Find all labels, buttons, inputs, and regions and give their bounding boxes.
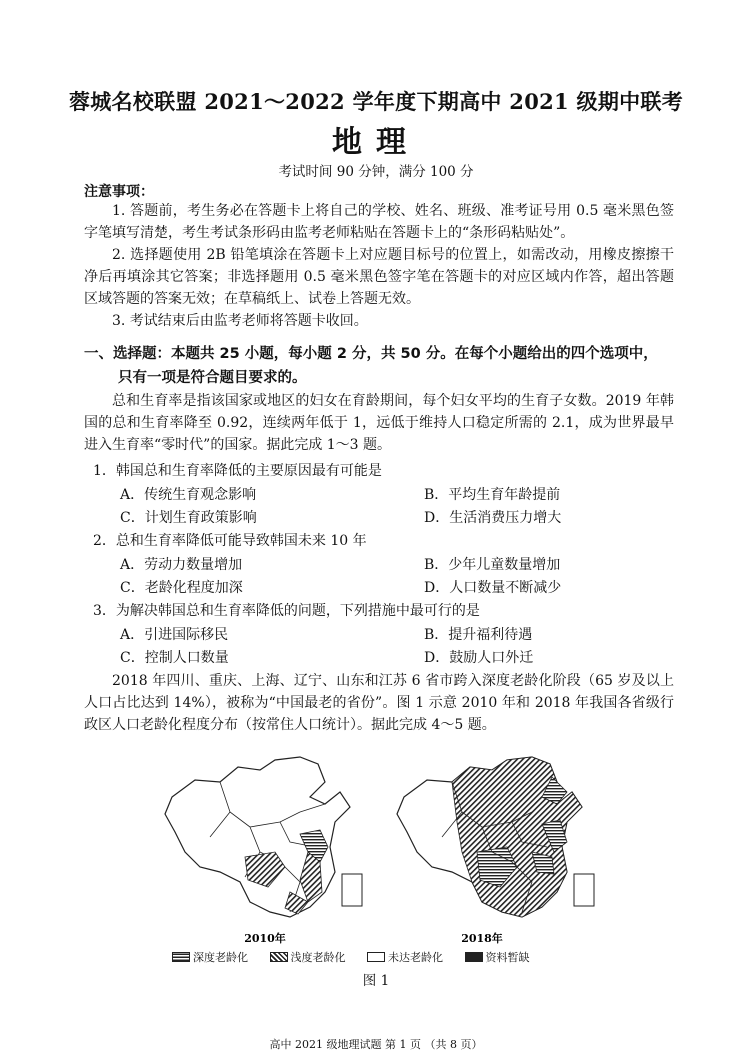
legend-label-deep: 深度老龄化 — [193, 951, 248, 964]
map-2018-label: 2018年 — [461, 932, 503, 944]
notice-item-3: 3. 考试结束后由监考老师将答题卡收回。 — [112, 313, 368, 329]
legend-label-none: 未达老龄化 — [388, 951, 443, 964]
subject-title: 地理 — [332, 125, 420, 160]
map-2010 — [165, 757, 362, 944]
map-legend — [172, 949, 548, 965]
notice-item-1: 1. 答题前，考生务必在答题卡上将自己的学校、姓名、班级、准考证号用 0.5 毫米黑色签字笔填写清楚，考生考试条形码由监考老师粘贴在答题卡上的“条形码粘贴处”。 — [84, 203, 674, 241]
passage-2: 2018 年四川、重庆、上海、辽宁、山东和江苏 6 省市跨入深度老龄化阶段（65 岁及以上人口占比达到 14%），被称为“中国最老的省份”。图 1 示意 2010 年和 2018 年我国各省级行政区人口老龄化程度分布（按常住人口统计）。据此完成 4～5 题。 — [84, 673, 674, 733]
figure-1-maps — [150, 752, 620, 948]
q2-option-b: B．少年儿童数量增加 — [424, 557, 561, 573]
q2-option-d: D．人口数量不断减少 — [424, 580, 562, 596]
legend-light — [270, 949, 346, 965]
q3-option-a: A．引进国际移民 — [120, 627, 229, 643]
legend-swatch-missing — [465, 952, 483, 962]
exam-time-info: 考试时间 90 分钟，满分 100 分 — [278, 164, 474, 180]
q2-option-a: A．劳动力数量增加 — [120, 557, 243, 573]
page-footer: 高中 2021 级地理试题 第 1 页 （共 8 页） — [269, 1038, 483, 1051]
q1-option-b: B．平均生育年龄提前 — [424, 487, 561, 503]
notice-item-2: 2. 选择题使用 2B 铅笔填涂在答题卡上对应题目标号的位置上，如需改动，用橡皮擦擦干净后再填涂其它答案；非选择题用 0.5 毫米黑色签字笔在答题卡的对应区域内作答，超出答题区域答题的答案无效；在草稿纸上、试卷上答题无效。 — [84, 247, 674, 307]
figure-caption: 图 1 — [362, 973, 390, 989]
question-1-stem: 1．韩国总和生育率降低的主要原因最有可能是 — [93, 463, 382, 479]
legend-missing — [465, 949, 530, 965]
legend-none — [367, 949, 443, 965]
q3-option-d: D．鼓励人口外迁 — [424, 650, 534, 666]
section-heading-line1: 一、选择题：本题共 25 小题，每小题 2 分，共 50 分。在每个小题给出的四个选项中， — [84, 346, 658, 362]
map-2010-label: 2010年 — [244, 932, 286, 944]
map-2018 — [397, 757, 594, 944]
legend-swatch-deep — [172, 952, 190, 962]
q1-option-c: C．计划生育政策影响 — [120, 510, 257, 526]
maps-svg — [150, 752, 620, 944]
question-2-stem: 2．总和生育率降低可能导致韩国未来 10 年 — [93, 533, 367, 549]
section-heading — [84, 342, 684, 390]
exam-title: 蓉城名校联盟 2021～2022 学年度下期高中 2021 级期中联考 — [68, 89, 684, 114]
q1-option-d: D．生活消费压力增大 — [424, 510, 562, 526]
q3-option-c: C．控制人口数量 — [120, 650, 229, 666]
legend-label-missing: 资料暂缺 — [485, 951, 530, 964]
legend-label-light: 浅度老龄化 — [290, 951, 346, 964]
question-3-stem: 3．为解决韩国总和生育率降低的问题，下列措施中最可行的是 — [93, 603, 480, 619]
legend-swatch-none — [367, 952, 385, 962]
legend-deep — [172, 949, 248, 965]
q3-option-b: B．提升福利待遇 — [424, 627, 533, 643]
legend-swatch-light — [270, 952, 288, 962]
map-2018-inset — [574, 874, 594, 906]
notice-heading: 注意事项： — [84, 184, 154, 200]
q1-option-a: A．传统生育观念影响 — [120, 487, 257, 503]
passage-1: 总和生育率是指该国家或地区的妇女在育龄期间，每个妇女平均的生育子女数。2019 年韩国的总和生育率降至 0.92，连续两年低于 1，远低于维持人口稳定所需的 2.1，成为世界最早进入生育率“零时代”的国家。据此完成 1～3 题。 — [84, 393, 674, 453]
q2-option-c: C．老龄化程度加深 — [120, 580, 243, 596]
section-heading-line2: 只有一项是符合题目要求的。 — [118, 370, 307, 386]
map-2010-inset — [342, 874, 362, 906]
